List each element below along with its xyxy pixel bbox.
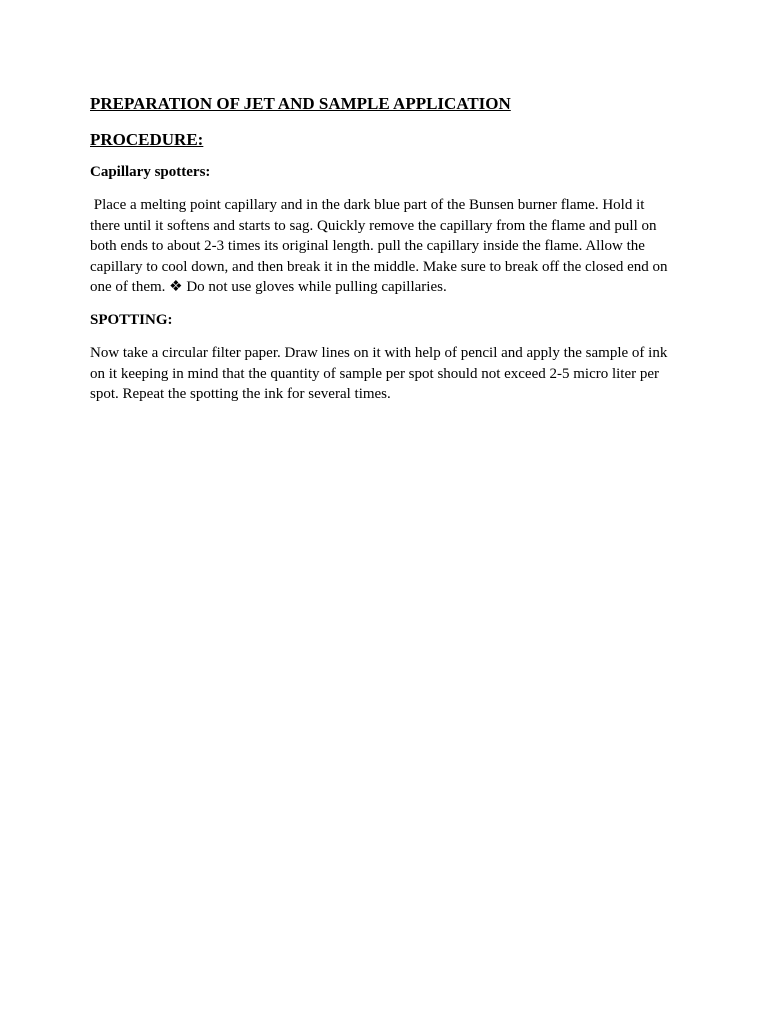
procedure-heading: PROCEDURE: bbox=[90, 130, 204, 149]
document-content bbox=[90, 92, 676, 417]
capillary-spotters-heading: Capillary spotters: bbox=[90, 164, 211, 180]
spotting-heading: SPOTTING: bbox=[90, 311, 173, 328]
capillary-spotters-paragraph: Place a melting point capillary and in the dark blue part of the Bunsen burner flame. Hold it there until it softens and starts to sag. Quickly remove the capillary from the flame and pull on both ends to about 2-3 times its original length. pull the capillary inside the flame. Allow the capillary to cool down, and then break it in the middle. Make sure to break off the closed end on one of them. ❖ Do not use gloves while pulling capillaries. bbox=[90, 197, 668, 296]
spotting-paragraph: Now take a circular filter paper. Draw lines on it with help of pencil and apply the sample of ink on it keeping in mind that the quantity of sample per spot should not exceed 2-5 micro liter per spot. Repeat the spotting the ink for several times. bbox=[90, 344, 668, 403]
document-title: PREPARATION OF JET AND SAMPLE APPLICATION bbox=[90, 94, 511, 113]
